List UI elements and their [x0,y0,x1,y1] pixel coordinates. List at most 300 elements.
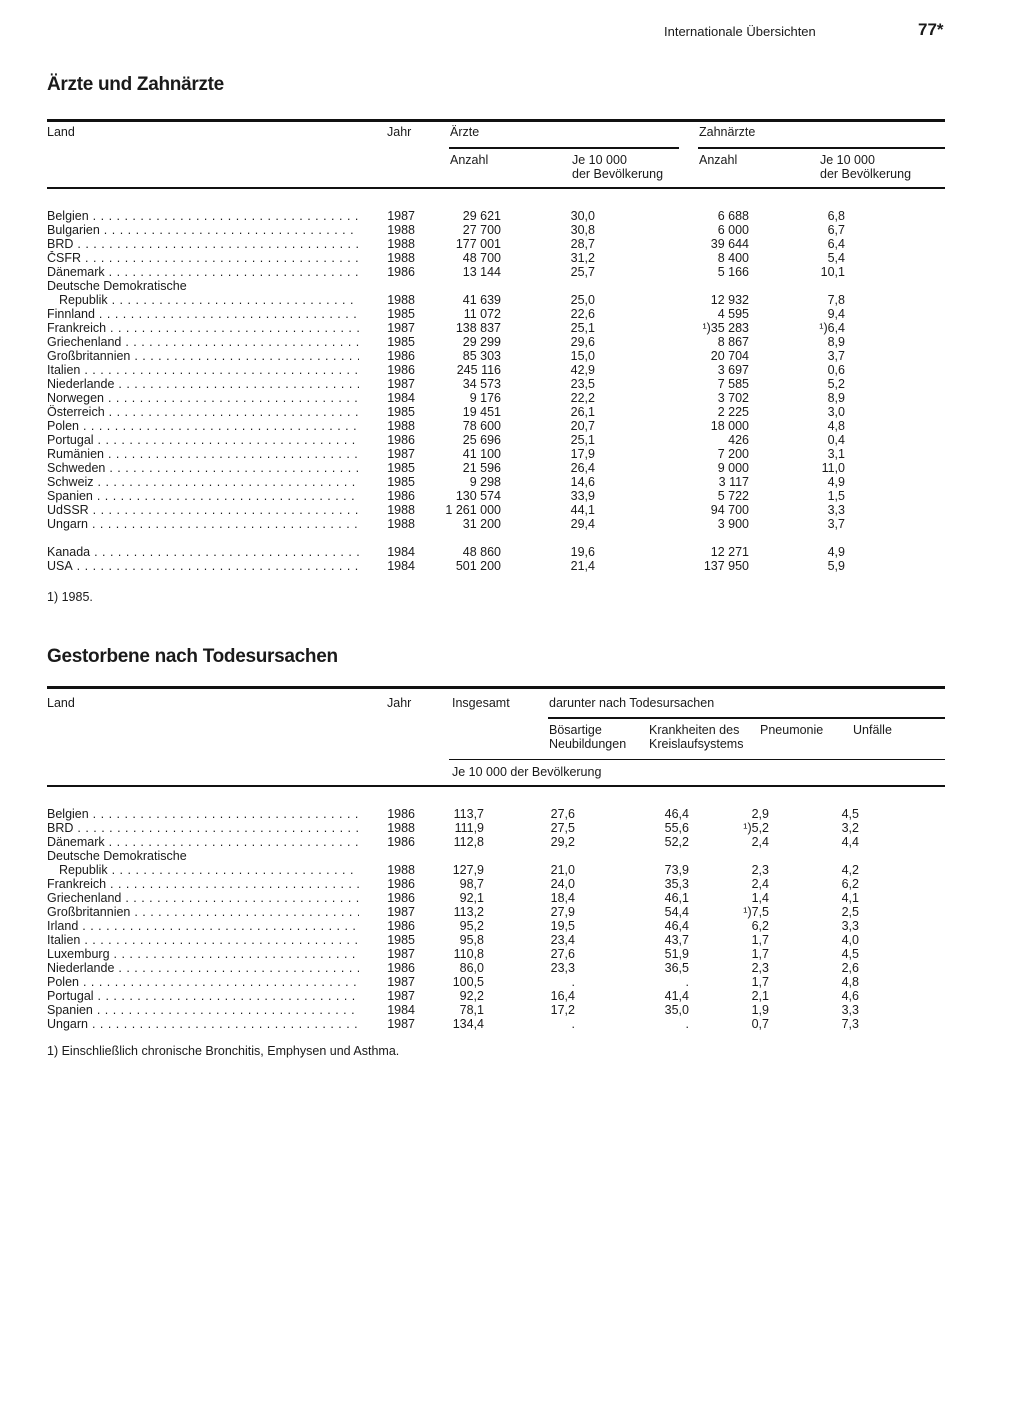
year-cell: 1988 [387,293,415,307]
table1-top-rule [47,119,945,122]
year-cell: 1986 [387,807,415,821]
t2-sub-rule [548,717,945,719]
year-cell: 1988 [387,251,415,265]
dentists-per-10000: 3,7 [827,349,845,363]
year-cell: 1986 [387,961,415,975]
accident-deaths: 4,6 [841,989,859,1003]
country-name: BRD . . . [47,821,359,835]
doctors-per-10000: 15,0 [570,349,595,363]
accident-deaths: 3,3 [841,919,859,933]
dentists-per-10000: 0,4 [827,433,845,447]
total-deaths: 113,2 [453,905,484,919]
accident-deaths: 4,5 [841,807,859,821]
doctors-per-10000: 21,4 [570,559,595,573]
doctors-count: 130 574 [455,489,501,503]
doctors-count: 13 144 [462,265,501,279]
doctors-per-10000: 19,6 [570,545,595,559]
circulatory-deaths: 55,6 [664,821,689,835]
year-cell: 1988 [387,223,415,237]
country-name: Schweiz . . . [47,475,359,489]
doctors-per-10000: 42,9 [570,363,595,377]
table2-footnote: 1) Einschließlich chronische Bronchitis, Emphysen und Asthma. [47,1044,400,1058]
pneumonia-deaths: 1,9 [751,1003,769,1017]
dentists-per-10000: 11,0 [821,461,845,475]
table-row [47,1003,877,1017]
cancer-deaths: 23,3 [550,961,575,975]
country-name: Spanien . . . [47,1003,359,1017]
pneumonia-deaths: 1,4 [751,891,769,905]
cancer-deaths: 19,5 [550,919,575,933]
country-name: Großbritannien . . . [47,905,359,919]
doctors-count: 501 200 [455,559,501,573]
year-cell: 1984 [387,1003,415,1017]
dentists-count: 5 722 [717,489,749,503]
dentists-count: 12 271 [710,545,749,559]
cancer-deaths: . [571,1017,575,1031]
table-row [47,891,877,905]
table-row [47,447,877,461]
country-name: Polen . . . [47,419,359,433]
year-cell: 1988 [387,863,415,877]
t1-header-jahr: Jahr [387,125,412,139]
country-name: Norwegen . . . [47,391,359,405]
dentists-count: 3 702 [717,391,749,405]
table-row [47,405,877,419]
pneumonia-deaths: 1,7 [751,947,769,961]
accident-deaths: 6,2 [841,877,859,891]
table-row [47,1017,877,1031]
t2-header-insgesamt: Insgesamt [452,696,510,710]
table-row [47,251,877,265]
total-deaths: 112,8 [453,835,484,849]
dentists-per-10000: 9,4 [827,307,845,321]
total-deaths: 100,5 [452,975,484,989]
doctors-per-10000: 17,9 [570,447,595,461]
accident-deaths: 2,6 [841,961,859,975]
accident-deaths: 4,8 [841,975,859,989]
pneumonia-deaths: 0,7 [751,1017,769,1031]
doctors-count: 78 600 [462,419,501,433]
year-cell: 1984 [387,559,415,573]
country-name: Deutsche Demokratische [47,849,187,863]
table-row [47,293,877,307]
table2-header-bottom-rule [47,785,945,787]
country-name: Niederlande . . . [47,961,359,975]
dentists-per-10000: 3,7 [827,517,845,531]
year-cell: 1986 [387,433,415,447]
country-name: UdSSR . . . [47,503,359,517]
table-row [47,489,877,503]
country-name: Belgien . . . [47,209,359,223]
year-cell: 1987 [387,1017,415,1031]
table-row [47,419,877,433]
doctors-per-10000: 29,4 [570,517,595,531]
table-row [47,905,877,919]
year-cell: 1985 [387,461,415,475]
cancer-deaths: 18,4 [550,891,575,905]
table-row [47,961,877,975]
dentists-per-10000: 6,4 [827,237,845,251]
t2-header-darunter: darunter nach Todesursachen [549,696,715,710]
doctors-per-10000: 33,9 [570,489,595,503]
dentists-count: 20 704 [710,349,749,363]
country-name: Frankreich . . . [47,877,359,891]
accident-deaths: 7,3 [841,1017,859,1031]
total-deaths: 78,1 [459,1003,484,1017]
country-name: ČSFR . . . [47,251,359,265]
dentists-per-10000: 3,0 [827,405,845,419]
dentists-per-10000: 3,1 [827,447,845,461]
doctors-count: 21 596 [462,461,501,475]
table-row [47,475,877,489]
doctors-per-10000: 26,4 [570,461,595,475]
pneumonia-deaths: 2,9 [751,807,769,821]
country-name: Rumänien . . . [47,447,359,461]
section-header: Internationale Übersichten [664,24,816,39]
table2-title: Gestorbene nach Todesursachen [47,646,338,667]
country-name: Schweden . . . [47,461,359,475]
dentists-count: 94 700 [710,503,749,517]
table-row [47,335,877,349]
table-row [47,237,877,251]
doctors-count: 177 001 [455,237,501,251]
cancer-deaths: 24,0 [550,877,575,891]
pneumonia-deaths: ¹)5,2 [743,821,769,835]
table-row [47,391,877,405]
year-cell: 1985 [387,405,415,419]
year-cell: 1987 [387,975,415,989]
year-cell: 1985 [387,933,415,947]
circulatory-deaths: . [685,975,689,989]
table-row [47,849,877,863]
table-row [47,545,877,559]
doctors-count: 138 837 [455,321,501,335]
doctors-per-10000: 28,7 [570,237,595,251]
t1-header-je-z: Je 10 000 der Bevölkerung [820,153,912,181]
table-row [47,349,877,363]
circulatory-deaths: . [685,1017,689,1031]
table-row [47,363,877,377]
circulatory-deaths: 43,7 [664,933,689,947]
country-name: Niederlande . . . [47,377,359,391]
table-row [47,461,877,475]
year-cell: 1988 [387,419,415,433]
t1-header-aerzte: Ärzte [450,125,480,139]
doctors-count: 41 639 [462,293,501,307]
table-row [47,503,877,517]
country-name: Portugal . . . [47,989,359,1003]
country-name: Deutsche Demokratische [47,279,187,293]
year-cell: 1986 [387,265,415,279]
country-name: Ungarn . . . [47,517,359,531]
cancer-deaths: 21,0 [550,863,575,877]
dentists-per-10000: 8,9 [827,391,845,405]
year-cell: 1984 [387,545,415,559]
dentists-per-10000: 6,7 [827,223,845,237]
t2-je-rule [449,759,945,760]
t2-header-je: Je 10 000 der Bevölkerung [452,765,602,779]
country-name: Spanien . . . [47,489,359,503]
country-name: BRD . . . [47,237,359,251]
cancer-deaths: 27,5 [550,821,575,835]
country-name: Polen . . . [47,975,359,989]
country-name: Griechenland . . . [47,891,359,905]
table1-header-bottom-rule [47,187,945,189]
accident-deaths: 4,2 [841,863,859,877]
year-cell: 1987 [387,947,415,961]
year-cell: 1988 [387,503,415,517]
year-cell: 1986 [387,835,415,849]
dentists-per-10000: 5,2 [827,377,845,391]
year-cell: 1985 [387,335,415,349]
t2-header-pneu: Pneumonie [760,723,824,737]
pneumonia-deaths: 2,4 [751,877,769,891]
doctors-per-10000: 25,0 [570,293,595,307]
doctors-count: 85 303 [462,349,501,363]
table-row [47,517,877,531]
table1-title: Ärzte und Zahnärzte [47,74,224,95]
dentists-count: 5 166 [717,265,749,279]
t1-sub-rule-zahn [698,147,945,149]
dentists-count: 39 644 [710,237,749,251]
doctors-per-10000: 31,2 [570,251,595,265]
dentists-count: 7 200 [717,447,749,461]
doctors-per-10000: 29,6 [570,335,595,349]
pneumonia-deaths: 2,3 [751,863,769,877]
dentists-per-10000: 10,1 [820,265,845,279]
total-deaths: 95,2 [459,919,484,933]
circulatory-deaths: 73,9 [664,863,689,877]
circulatory-deaths: 35,0 [664,1003,689,1017]
dentists-count: 6 000 [717,223,749,237]
table-row [47,321,877,335]
total-deaths: 92,1 [459,891,484,905]
accident-deaths: 4,0 [841,933,859,947]
doctors-count: 1 261 000 [445,503,501,517]
year-cell: 1986 [387,891,415,905]
year-cell: 1987 [387,209,415,223]
table-row [47,559,877,573]
doctors-count: 41 100 [462,447,501,461]
t2-header-unf: Unfälle [853,723,892,737]
t1-sub-rule-aerzte [449,147,679,149]
circulatory-deaths: 46,4 [664,919,689,933]
country-name: Großbritannien . . . [47,349,359,363]
dentists-per-10000: ¹)6,4 [819,321,845,335]
table-row [47,807,877,821]
year-cell: 1986 [387,363,415,377]
country-name: Portugal . . . [47,433,359,447]
accident-deaths: 3,3 [841,1003,859,1017]
table-row [47,919,877,933]
cancer-deaths: 17,2 [550,1003,575,1017]
doctors-per-10000: 44,1 [570,503,595,517]
country-name: Dänemark . . . [47,265,359,279]
table-row [47,975,877,989]
accident-deaths: 2,5 [841,905,859,919]
table-row [47,433,877,447]
dentists-count: 12 932 [710,293,749,307]
dentists-count: 426 [728,433,749,447]
cancer-deaths: 27,6 [550,807,575,821]
table2-body [47,807,877,1031]
country-name: Luxemburg . . . [47,947,359,961]
country-name: Belgien . . . [47,807,359,821]
pneumonia-deaths: 2,4 [751,835,769,849]
country-name: Dänemark . . . [47,835,359,849]
circulatory-deaths: 54,4 [664,905,689,919]
total-deaths: 98,7 [459,877,484,891]
country-name: Österreich . . . [47,405,359,419]
dentists-count: ¹)35 283 [702,321,749,335]
country-name: Griechenland . . . [47,335,359,349]
circulatory-deaths: 46,1 [664,891,689,905]
year-cell: 1987 [387,321,415,335]
t2-header-land: Land [47,696,75,710]
doctors-per-10000: 23,5 [570,377,595,391]
table-row [47,265,877,279]
cancer-deaths: 29,2 [550,835,575,849]
pneumonia-deaths: ¹)7,5 [743,905,769,919]
circulatory-deaths: 35,3 [664,877,689,891]
dentists-count: 3 900 [717,517,749,531]
table-row [47,877,877,891]
table1-footnote: 1) 1985. [47,590,93,604]
dentists-per-10000: 4,9 [827,475,845,489]
country-name: Republik . . . [47,863,359,877]
year-cell: 1988 [387,237,415,251]
year-cell: 1987 [387,905,415,919]
dentists-count: 2 225 [717,405,749,419]
doctors-per-10000: 26,1 [570,405,595,419]
country-name: Italien . . . [47,933,359,947]
page-number: 77* [918,20,944,39]
doctors-per-10000: 20,7 [570,419,595,433]
cancer-deaths: 23,4 [550,933,575,947]
accident-deaths: 4,5 [841,947,859,961]
table-row [47,863,877,877]
table1-body [47,209,877,573]
dentists-count: 8 867 [717,335,749,349]
circulatory-deaths: 41,4 [664,989,689,1003]
dentists-count: 3 117 [718,475,749,489]
pneumonia-deaths: 2,3 [751,961,769,975]
dentists-per-10000: 1,5 [827,489,845,503]
doctors-per-10000: 25,1 [570,321,595,335]
doctors-count: 245 116 [456,363,501,377]
t1-header-je-a: Je 10 000 der Bevölkerung [572,153,664,181]
dentists-per-10000: 5,9 [827,559,845,573]
t1-header-anzahl-a: Anzahl [450,153,489,167]
circulatory-deaths: 51,9 [664,947,689,961]
doctors-count: 48 700 [462,251,501,265]
dentists-per-10000: 5,4 [827,251,845,265]
dentists-per-10000: 3,3 [827,503,845,517]
dentists-per-10000: 4,9 [827,545,845,559]
doctors-count: 48 860 [462,545,501,559]
total-deaths: 134,4 [452,1017,484,1031]
country-name: Kanada . . . [47,545,359,559]
pneumonia-deaths: 1,7 [751,975,769,989]
country-name: Frankreich . . . [47,321,359,335]
total-deaths: 95,8 [459,933,484,947]
doctors-count: 34 573 [462,377,501,391]
dentists-per-10000: 0,6 [827,363,845,377]
total-deaths: 111,9 [454,821,484,835]
doctors-per-10000: 30,8 [570,223,595,237]
year-cell: 1986 [387,877,415,891]
table-row [47,947,877,961]
accident-deaths: 3,2 [841,821,859,835]
dentists-count: 18 000 [710,419,749,433]
circulatory-deaths: 36,5 [664,961,689,975]
table-row [47,209,877,223]
dentists-count: 137 950 [703,559,749,573]
t1-header-land: Land [47,125,75,139]
table-row [47,989,877,1003]
pneumonia-deaths: 1,7 [751,933,769,947]
dentists-per-10000: 4,8 [827,419,845,433]
table-row [47,933,877,947]
doctors-per-10000: 25,1 [570,433,595,447]
country-name: Italien . . . [47,363,359,377]
year-cell: 1987 [387,377,415,391]
year-cell: 1987 [387,989,415,1003]
total-deaths: 113,7 [453,807,484,821]
table-row [47,377,877,391]
dentists-per-10000: 8,9 [827,335,845,349]
doctors-count: 9 176 [469,391,501,405]
total-deaths: 92,2 [459,989,484,1003]
doctors-per-10000: 30,0 [570,209,595,223]
circulatory-deaths: 46,4 [664,807,689,821]
doctors-count: 25 696 [462,433,501,447]
cancer-deaths: 27,6 [550,947,575,961]
circulatory-deaths: 52,2 [664,835,689,849]
doctors-count: 11 072 [463,307,501,321]
doctors-per-10000: 22,6 [570,307,595,321]
spacer-row [47,531,877,545]
dentists-per-10000: 7,8 [827,293,845,307]
pneumonia-deaths: 2,1 [751,989,769,1003]
dentists-per-10000: 6,8 [827,209,845,223]
cancer-deaths: 27,9 [550,905,575,919]
doctors-count: 29 621 [462,209,501,223]
doctors-count: 19 451 [462,405,501,419]
total-deaths: 127,9 [452,863,484,877]
country-name: Irland . . . [47,919,359,933]
accident-deaths: 4,4 [841,835,859,849]
year-cell: 1986 [387,349,415,363]
cancer-deaths: 16,4 [550,989,575,1003]
cancer-deaths: . [571,975,575,989]
table-row [47,279,877,293]
table-row [47,307,877,321]
accident-deaths: 4,1 [841,891,859,905]
t2-header-jahr: Jahr [387,696,412,710]
country-name: USA . . . [47,559,359,573]
dentists-count: 3 697 [717,363,749,377]
dentists-count: 4 595 [717,307,749,321]
year-cell: 1988 [387,821,415,835]
doctors-per-10000: 22,2 [570,391,595,405]
doctors-count: 29 299 [462,335,501,349]
country-name: Ungarn . . . [47,1017,359,1031]
total-deaths: 110,8 [453,947,484,961]
table-row [47,835,877,849]
year-cell: 1985 [387,475,415,489]
table-row [47,821,877,835]
